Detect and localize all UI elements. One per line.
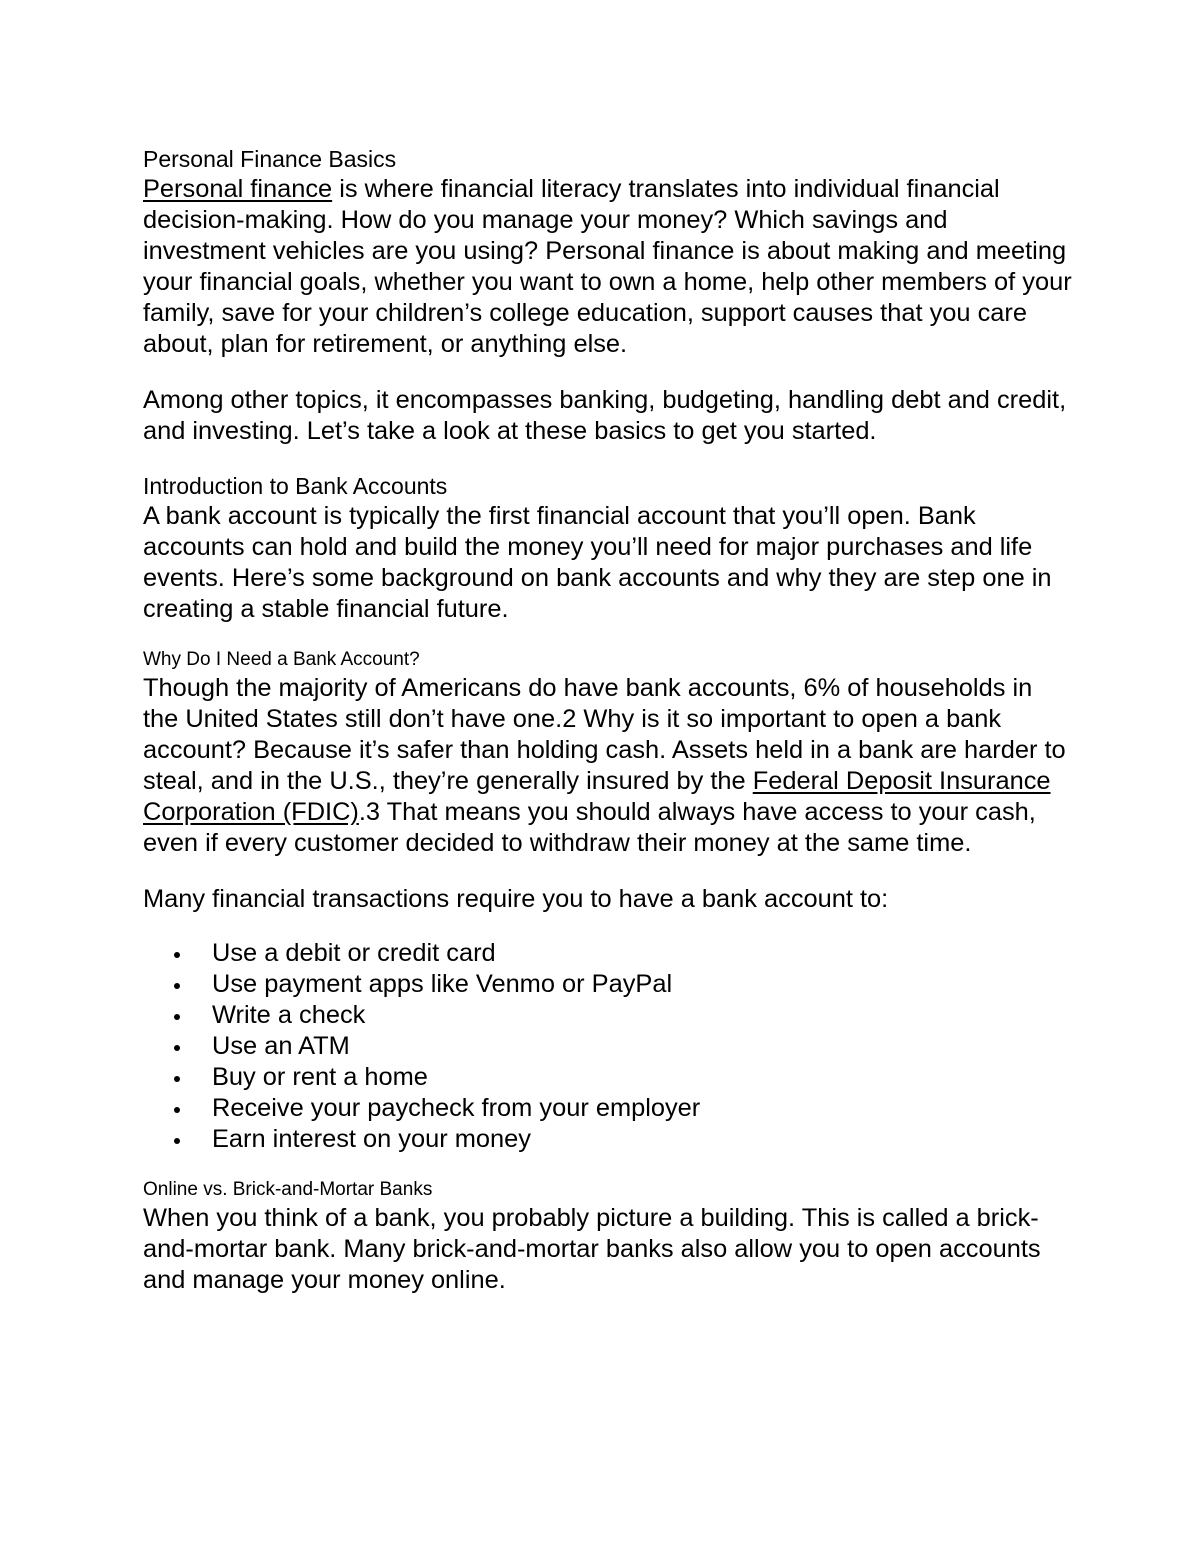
bullet-icon xyxy=(174,952,180,958)
transactions-intro: Many financial transactions require you to have a bank account to: xyxy=(143,885,889,913)
bullet-icon xyxy=(174,1045,180,1051)
why-bank-account-paragraph xyxy=(143,673,1073,859)
list-item-text: Use payment apps like Venmo or PayPal xyxy=(212,970,673,998)
list-item-text: Earn interest on your money xyxy=(212,1125,531,1153)
list-item-text: Use an ATM xyxy=(212,1032,350,1060)
intro-paragraph xyxy=(143,174,1073,360)
why-bank-account-heading: Why Do I Need a Bank Account? xyxy=(143,649,420,670)
document-title: Personal Finance Basics xyxy=(143,146,397,172)
bank-accounts-paragraph: A bank account is typically the first financial account that you’ll open. Bank accounts can hold and build the money you’ll need for major purchases and life events. Here’s some background on bank accounts and why they are step one in creating a stable financial future. xyxy=(143,502,1052,623)
bank-accounts-heading: Introduction to Bank Accounts xyxy=(143,473,448,499)
why-text-part2: .3 That means you should always have access to your cash, even if every customer decided to withdraw their money at the same time. xyxy=(143,798,1036,857)
bullet-icon xyxy=(174,1107,180,1113)
list-item xyxy=(143,1031,1073,1062)
fdic-link[interactable]: Federal Deposit Insurance Corporation (FDIC) xyxy=(143,767,1051,826)
list-item xyxy=(143,1000,1073,1031)
online-vs-brick-heading: Online vs. Brick-and-Mortar Banks xyxy=(143,1179,433,1200)
bullet-icon xyxy=(174,1076,180,1082)
list-item-text: Write a check xyxy=(212,1001,366,1029)
list-item xyxy=(143,1093,1073,1124)
personal-finance-link[interactable]: Personal finance xyxy=(143,175,333,203)
list-item xyxy=(143,938,1073,969)
list-item-text: Receive your paycheck from your employer xyxy=(212,1094,701,1122)
why-text-part1: Though the majority of Americans do have bank accounts, 6% of households in the United States still don’t have one.2 Why is it so important to open a bank account? Because it’s safer than holding cash. Assets held in a bank are harder to steal, and in the U.S., they’re generally insured by the xyxy=(143,674,1066,795)
list-item xyxy=(143,1062,1073,1093)
intro-paragraph-text: is where financial literacy translates into individual financial decision-making. How do you manage your money? Which savings and investment vehicles are you using? Personal finance is about making and meeting your financial goals, whether you want to own a home, help other members of your family, save for your children’s college education, support causes that you care about, plan for retirement, or anything else. xyxy=(143,175,1072,358)
bullet-icon xyxy=(174,983,180,989)
list-item xyxy=(143,969,1073,1000)
online-vs-brick-paragraph: When you think of a bank, you probably picture a building. This is called a brick-and-mortar bank. Many brick-and-mortar banks also allow you to open accounts and manage your money online. xyxy=(143,1204,1041,1294)
list-item-text: Buy or rent a home xyxy=(212,1063,428,1091)
document-page xyxy=(143,144,1073,1296)
bullet-icon xyxy=(174,1014,180,1020)
list-item-text: Use a debit or credit card xyxy=(212,939,496,967)
transactions-list xyxy=(143,938,1073,1155)
topics-paragraph: Among other topics, it encompasses banking, budgeting, handling debt and credit, and investing. Let’s take a look at these basics to get you started. xyxy=(143,386,1067,445)
bullet-icon xyxy=(174,1138,180,1144)
list-item xyxy=(143,1124,1073,1155)
